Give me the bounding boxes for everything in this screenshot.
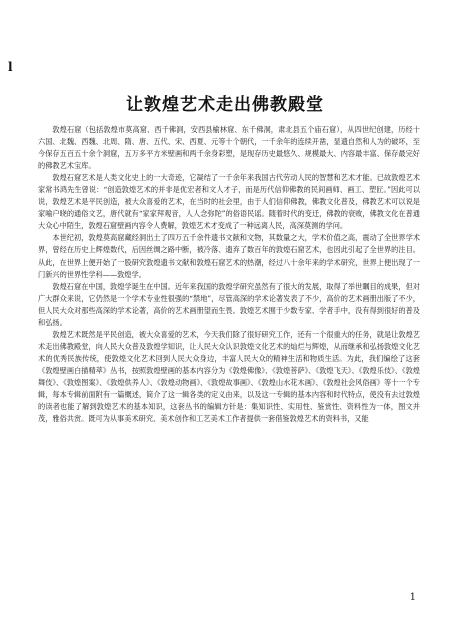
- paragraph: 敦煌石窟艺术是人类文化史上的一大奇迹，它凝结了一千余年来我国古代劳动人民的智慧和艺术才能。已故敦煌艺术家常书鸿先生曾说：“创造敦煌艺术的并非是优宏者和文人才子，而是历代信仰佛教的民间画师、画工、塑匠。”因此可以说，敦煌艺术是平民创造，被大众喜爱的艺术，在当时的社会里，由于人们信仰佛教，佛教文化普及，佛教艺术可以说是家喻户晓的通俗文艺，唐代就有“家家拜观音，人人念弥陀”的俗语民谣。随着时代的变迁，佛教的衰败，佛教文化在普通大众心中陌生，敦煌石窟壁画内容令人费解，敦煌艺术才变成了一种远离人民，高深莫测的学问。: [38, 173, 420, 231]
- page-number: 1: [409, 592, 416, 603]
- paragraph: 本世纪初，敦煌莫高窟藏经洞出土了四万五千余件遗书文献和文物，其数量之大，学术价值之高，震动了全世界学术界，曾经在历史上辉煌数代，后因丝绸之路中断，被冷落、遗弃了数百年的敦煌石窟艺术，也因此引起了全世界的注目。从此，在世界上便开始了一股研究敦煌遗书文献和敦煌石窟艺术的热潮，经过八十余年来的学术研究，世界上便出现了一门新兴的世界性学科——敦煌学。: [38, 233, 420, 279]
- paragraph: 敦煌石窟（包括敦煌市莫高窟、西千佛洞，安西县榆林窟、东千佛洞，肃北县五个庙石窟），从四世纪创建，历经十六国、北魏、西魏、北周、隋、唐、五代、宋、西夏、元等十个朝代，一千余年的连续开凿，显遗自然和人为的破坏，至今保存五百五十余个洞窟，五万多平方米壁画和两千余身彩塑，是现存历史最悠久、规模最大、内容最丰富、保存最完好的佛教艺术宝库。: [38, 125, 420, 171]
- paragraph: 敦煌艺术既然是平民创造，被大众喜爱的艺术，今天我们除了很好研究工作，还有一个很重大的任务，就是让敦煌艺术走出佛教殿堂，向人民大众普及敦煌学知识，让人民大众认识敦煌文化艺术的灿烂与辉煌，从而继承和弘扬敦煌文化艺术的优秀民族传统，使敦煌文化艺术回到人民大众身边，丰富人民大众的精神生活和物质生活。为此，我们编绘了这套《敦煌壁画白描精萃》丛书，按照敦煌壁画的基本内容分为《敦煌佛像》、《敦煌菩萨》、《敦煌飞天》、《敦煌乐伎》、《敦煌舞伎》、《敦煌图案》、《敦煌供养人》、《敦煌动物画》、《敦煌故事画》、《敦煌山水花木画》、《敦煌社会风俗画》等十一个专辑，每本专辑前面附有一篇概述，简介了这一辑各类的定义由来，以及这一专辑的基本内容和时代特点，使没有去过敦煌的读者也能了解到敦煌艺术的基本知识，这套丛书的编辑方针是：集知识性、实用性、鉴赏性、资料性为一体，图文并茂，雅俗共赏。既可为从事美术研究、美术创作和工艺美术工作者提供一套借鉴敦煌艺术的资料书，又能: [38, 329, 420, 424]
- page-title: 让敦煌艺术走出佛教殿堂: [126, 95, 324, 115]
- paragraph: 敦煌石窟在中国，敦煌学诞生在中国。近年来我国的敦煌学研究虽然有了很大的发展，取得了举世瞩目的成果，但对广大群众来说，它仍然是一个学术专业性很强的“禁地”，尽管高深的学术论著发表了不少，高价的艺术画册出版了不少，但人民大众对那些高深的学术论著，高价的艺术画册望而生畏。敦煌艺术囿于少数专家、学者手中，没有得到很好的普及和弘扬。: [38, 281, 420, 327]
- margin-mark: l: [8, 60, 13, 74]
- body-text: [38, 124, 420, 425]
